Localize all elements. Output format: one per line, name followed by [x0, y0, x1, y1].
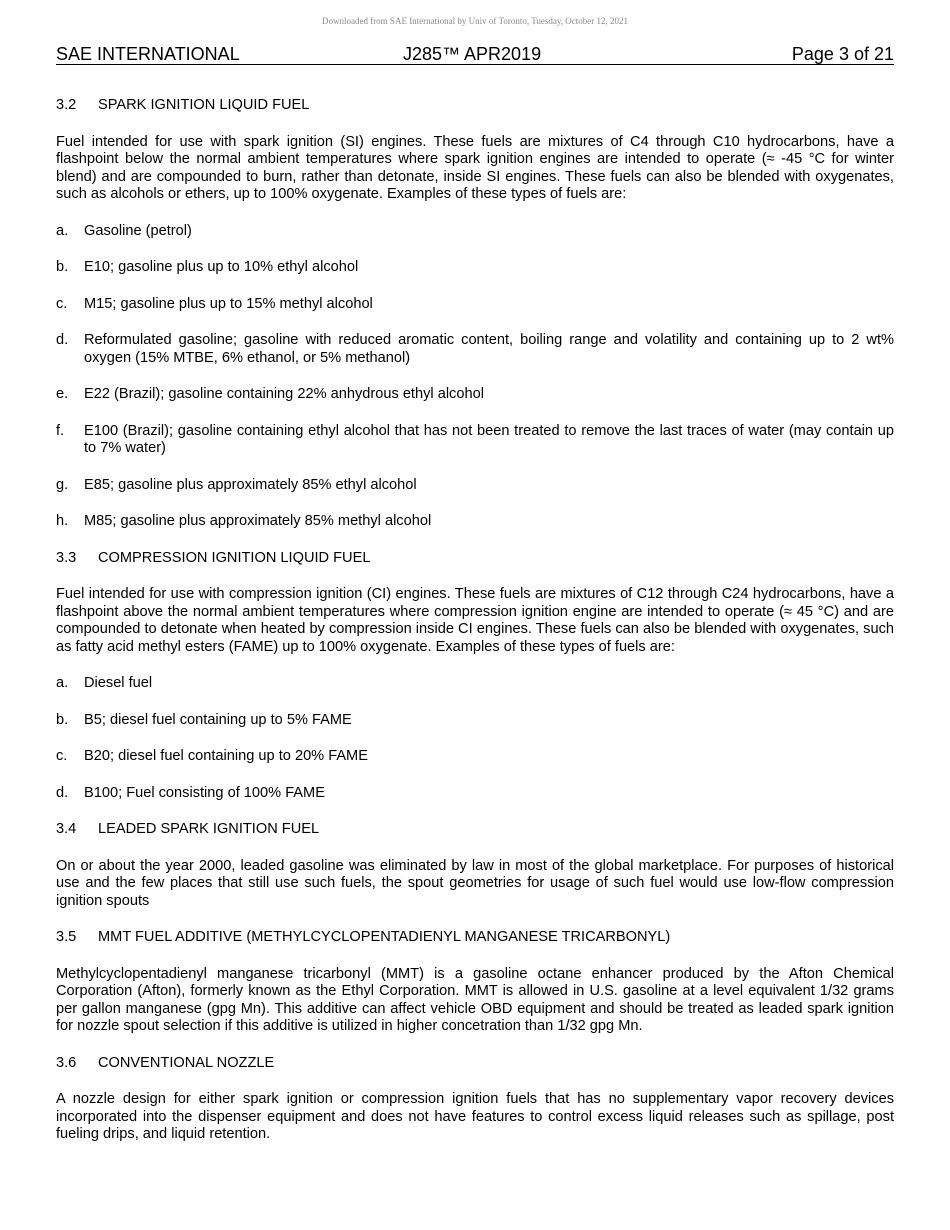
section-title: MMT FUEL ADDITIVE (METHYLCYCLOPENTADIENYL MANGANESE TRICARBONYL) [98, 929, 671, 945]
list-item [56, 477, 894, 495]
section-heading-3-3 [56, 550, 894, 568]
section-heading-3-4 [56, 821, 894, 839]
list-item-text: B20; diesel fuel containing up to 20% FAME [84, 748, 368, 764]
list-item-label: c. [56, 748, 68, 764]
section-paragraph-3-4: On or about the year 2000, leaded gasoline was eliminated by law in most of the global marketplace. For purposes of historical use and the few places that still use such fuels, the spout geometries for usage of such fuel would use low-flow compression ignition spouts [56, 857, 894, 909]
list-item-text: Gasoline (petrol) [84, 222, 192, 239]
section-paragraph-3-6: A nozzle design for either spark ignition or compression ignition fuels that has no supplementary vapor recovery devices incorporated into the dispenser equipment and does not have features to control excess liquid releases such as spillage, post fueling drips, and liquid retention. [56, 1091, 894, 1142]
section-paragraph-3-3: Fuel intended for use with compression ignition (CI) engines. These fuels are mixtures of C12 through C24 hydrocarbons, have a flashpoint above the normal ambient temperatures where compression ignition engine are intended to operate (≈ 45 °C) and are compounded to detonate when heated by compression inside CI engines. These fuels can also be blended with oxygenates, such as fatty acid methyl esters (FAME) up to 100% oxygenate. Examples of these types of fuels are: [56, 586, 894, 655]
section-number: 3.5 [56, 929, 77, 945]
list-item-text: B5; diesel fuel containing up to 5% FAME [84, 711, 352, 728]
list-item [56, 386, 894, 404]
section-title: LEADED SPARK IGNITION FUEL [98, 821, 320, 837]
list-item-label: c. [56, 295, 68, 312]
list-item [56, 513, 894, 531]
section-number: 3.2 [56, 97, 77, 113]
header-document-id: J285™ APR2019 [403, 44, 542, 64]
list-item [56, 223, 894, 241]
list-item [56, 748, 894, 766]
list-item [56, 296, 894, 314]
list-item [56, 785, 894, 803]
page-header [56, 44, 894, 65]
list-item-label: b. [56, 711, 69, 728]
list-item [56, 259, 894, 277]
list-item-label: a. [56, 675, 69, 691]
list-item-text: E10; gasoline plus up to 10% ethyl alcohol [84, 259, 359, 275]
list-item-label: a. [56, 222, 69, 239]
section-title: CONVENTIONAL NOZZLE [98, 1054, 275, 1071]
list-item-label: h. [56, 513, 69, 529]
list-item-label: b. [56, 259, 69, 275]
section-heading-3-6 [56, 1055, 894, 1073]
section-paragraph-3-2: Fuel intended for use with spark ignition (SI) engines. These fuels are mixtures of C4 through C10 hydrocarbons, have a flashpoint below the normal ambient temperatures where spark ignition engines are intended to operate (≈ -45 °C for winter blend) and are compounded to burn, rather than detonate, inside SI engines. These fuels can also be blended with oxygenates, such as alcohols or ethers, up to 100% oxygenate. Examples of these types of fuels are: [56, 133, 894, 202]
section-title: SPARK IGNITION LIQUID FUEL [98, 97, 310, 113]
section-number: 3.4 [56, 821, 77, 837]
section-number: 3.6 [56, 1054, 77, 1071]
list-item-text: M85; gasoline plus approximately 85% methyl alcohol [84, 513, 432, 529]
list-item-text: E85; gasoline plus approximately 85% ethyl alcohol [84, 476, 417, 493]
list-item-label: d. [56, 332, 69, 348]
list-item-text: E100 (Brazil); gasoline containing ethyl alcohol that has not been treated to remove the last traces of water (may contain up to 7% water) [84, 422, 894, 456]
list-item [56, 675, 894, 693]
list-item [56, 712, 894, 730]
section-title: COMPRESSION IGNITION LIQUID FUEL [98, 549, 371, 566]
list-item-label: d. [56, 784, 69, 801]
list-item-label: f. [56, 422, 65, 439]
document-body [56, 97, 894, 1163]
section-number: 3.3 [56, 549, 77, 566]
section-heading-3-5 [56, 929, 894, 947]
list-item [56, 332, 894, 367]
list-item-text: Reformulated gasoline; gasoline with reduced aromatic content, boiling range and volatility and containing up to 2 wt% oxygen (15% MTBE, 6% ethanol, or 5% methanol) [84, 332, 894, 366]
section-heading-3-2 [56, 97, 894, 115]
list-item-text: Diesel fuel [84, 675, 153, 691]
section-paragraph-3-5: Methylcyclopentadienyl manganese tricarbonyl (MMT) is a gasoline octane enhancer produced by the Afton Chemical Corporation (Afton), formerly known as the Ethyl Corporation. MMT is allowed in U.S. gasoline at a level equivalent 1/32 grams per gallon manganese (gpg Mn). This additive can affect vehicle OBD equipment and should be treated as leaded spark ignition for nozzle spout selection if this additive is utilized in higher concetration than 1/32 gpg Mn. [56, 965, 894, 1034]
download-watermark: Downloaded from SAE International by Univ of Toronto, Tuesday, October 12, 2021 [321, 16, 629, 26]
header-organization: SAE INTERNATIONAL [56, 44, 240, 64]
list-item-label: g. [56, 476, 69, 493]
list-item-text: E22 (Brazil); gasoline containing 22% anhydrous ethyl alcohol [84, 386, 484, 402]
list-item [56, 423, 894, 458]
header-page-number: Page 3 of 21 [791, 44, 894, 64]
list-item-label: e. [56, 386, 69, 402]
list-item-text: M15; gasoline plus up to 15% methyl alcohol [84, 295, 373, 312]
list-item-text: B100; Fuel consisting of 100% FAME [84, 784, 325, 801]
